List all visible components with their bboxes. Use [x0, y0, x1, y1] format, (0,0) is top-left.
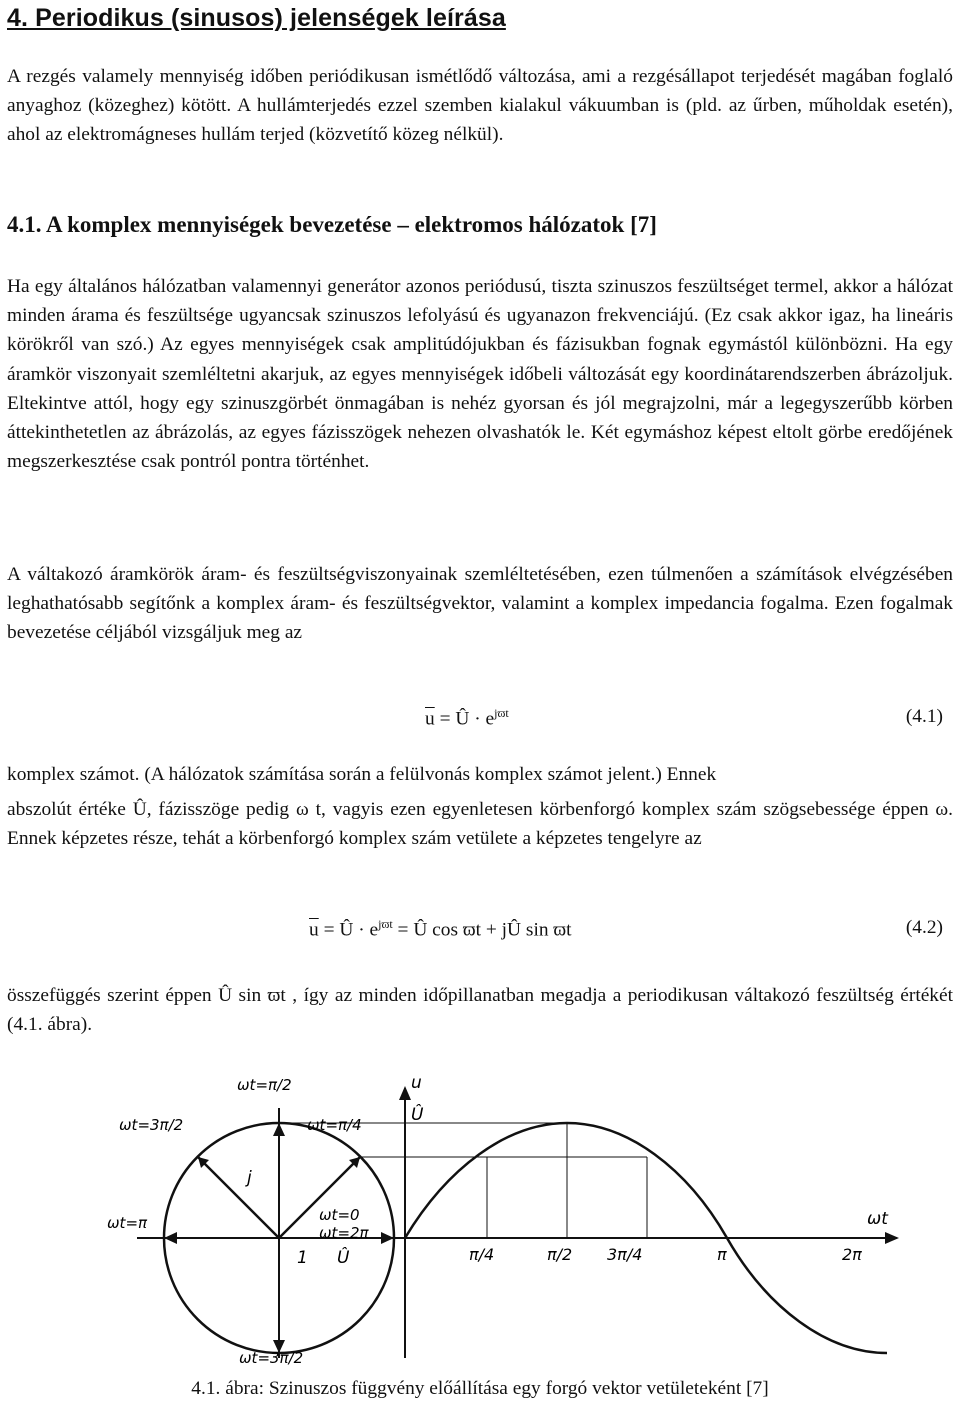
paragraph-3b: abszolút értéke Û, fázisszöge pedig ω t, vagyis ezen egyenletesen körbenforgó komplex szám szögsebessége éppen ω. Ennek képzetes része, tehát a körbenforgó komplex szám vetülete a képzetes tengelyre az [7, 799, 953, 850]
value-axis-arrow [399, 1086, 411, 1100]
label-wt-pi: ωt=π [107, 1214, 148, 1232]
eq2-rest: = Û cos ϖt + jÛ sin ϖt [397, 919, 572, 941]
eq1-exp: jϖt [494, 706, 509, 720]
time-axis-arrow [885, 1232, 899, 1244]
arrow-up [273, 1123, 285, 1136]
equation-4-1 [425, 706, 509, 730]
label-pi: π [717, 1245, 727, 1264]
label-pi2: π/2 [547, 1245, 573, 1264]
label-u-hat: Û [411, 1105, 424, 1125]
label-3pi4: 3π/4 [607, 1245, 643, 1264]
intro-paragraph: A rezgés valamely mennyiség időben periódikusan ismétlődő változása, ami a rezgésállapot terjedését magában foglaló anyaghoz (közeghez) kötött. A hullámterjedés ezzel szemben kialakul vákuumban is (pld. az űrben, műholdak esetén), ahol az elektromágneses hullám terjed (közvetítő közeg nélkül). [7, 66, 953, 146]
rotating-vector-figure [7, 1068, 953, 1368]
eq1-lhs: $\overline{u}$ [425, 708, 435, 730]
paragraph-1: Ha egy általános hálózatban valamennyi generátor azonos periódusú, tiszta szinuszos feszültséget termel, akkor a hálózat minden árama és feszültsége ugyancsak szinuszos lefolyású és ugyanazon frekvenciájú. (Ez csak akkor igaz, ha lineáris körökről van szó.) Az egyes mennyiségek csak amplitúdójukban és fázisukban fognak egymástól különbözni. Ha egy áramkör viszonyait szemléltetni akarjuk, az egyes mennyiségek időbeli változását egy koordinátarendszerben ábrázoljuk. Eltekintve attól, hogy egy szinuszgörbét önmagában is nehéz gyorsan és jól megrajzolni, már a legegyszerűbb körben áttekinthetetlen az ábrázolás, az egyes fázisszögek nehezen olvashatók le. Két egymáshoz képest eltolt görbe eredőjének megszerkesztése csak pontról pontra történhet. [7, 276, 953, 473]
label-wt-pi4: ωt=π/4 [307, 1116, 362, 1134]
label-j: j [247, 1168, 252, 1188]
label-one: 1 [297, 1248, 308, 1268]
arrow-right [381, 1232, 394, 1244]
arrow-left [164, 1232, 177, 1244]
label-wt-0: ωt=0 [319, 1206, 360, 1224]
eq2-lhs: $\overline{u}$ [309, 919, 319, 941]
section-title: 4.1. A komplex mennyiségek bevezetése – elektromos hálózatok [7] [7, 212, 657, 237]
label-wt-3pi2-top: ωt=3π/2 [119, 1116, 184, 1134]
label-wt-3pi2-bot: ωt=3π/2 [239, 1349, 304, 1367]
figure-caption: 4.1. ábra: Szinuszos függvény előállítása egy forgó vektor vetületeként [7] [191, 1378, 769, 1399]
equation-number-4-2: (4.2) [905, 917, 943, 938]
eq1-mid: = Û · e [439, 708, 495, 730]
paragraph-4: összefüggés szerint éppen Û sin ϖt , így az minden időpillanatban megadja a periodikusan váltakozó feszültség értékét (4.1. ábra). [7, 985, 953, 1036]
page-title: 4. Periodikus (sinusos) jelenségek leírása [7, 4, 506, 32]
equation-4-2 [309, 917, 572, 941]
label-u-vec: Û [337, 1248, 350, 1268]
eq2-mid: = Û · e [323, 919, 379, 941]
paragraph-3a: komplex számot. (A hálózatok számítása során a felülvonás komplex számot jelent.) Ennek [7, 764, 717, 785]
vector-3pi4 [198, 1157, 279, 1238]
label-u-axis: u [411, 1073, 422, 1093]
label-wt-2pi: ωt=2π [319, 1224, 369, 1242]
label-pi4: π/4 [469, 1245, 495, 1264]
label-2pi: 2π [842, 1245, 862, 1264]
label-wt-pi2: ωt=π/2 [237, 1076, 292, 1094]
equation-number-4-1: (4.1) [905, 706, 943, 727]
paragraph-2: A váltakozó áramkörök áram- és feszültségviszonyainak szemléltetésében, ezen túlmenően a számítások elvégzésében leghathatósabb segítőnk a komplex áram- és feszültségvektor, valamint a komplex impedancia fogalma. Ezen fogalmak bevezetése céljából vizsgáljuk meg az [7, 564, 953, 644]
eq2-exp: jϖt [378, 917, 393, 931]
label-wt-axis: ωt [867, 1209, 888, 1229]
